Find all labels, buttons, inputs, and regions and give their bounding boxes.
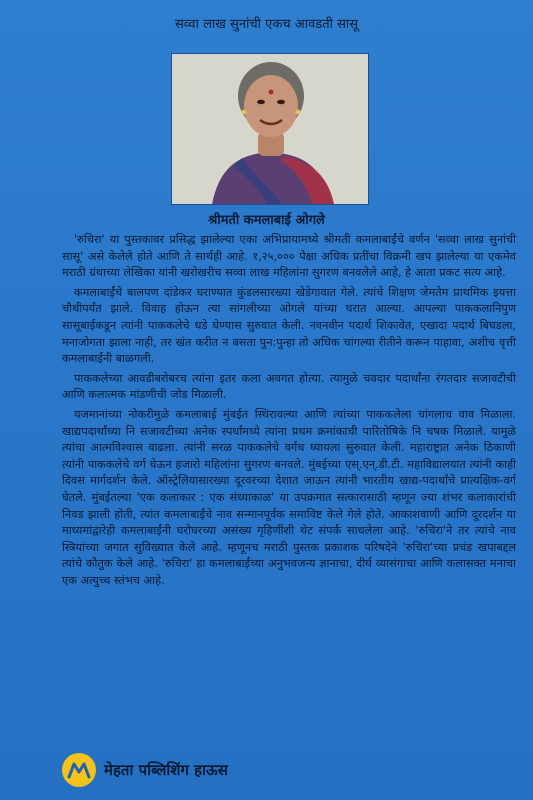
blurb-paragraph: कमलाबाईंचे बालपण दांडेकर घराण्यात कुंडलसारख्या खेडेगावात गेले. त्यांचे शिक्षण जेमतेम प्राथमिक इयत्ता चौथीपर्यंत झाले. विवाह होऊन त्या सांगलीच्या ओगले यांच्या घरात आल्या. आपल्या पाककलानिपुण सासूबाईकडून त्यांनी पाककलेचे धडे घेण्यास सुरुवात केली. नवनवीन पदार्थ शिकावेत, एखादा पदार्थ बिघडला, मनाजोगता झाला नाही, तर खंत करीत न बसता पुन:पुन्हा तो अधिक चांगल्या रीतीने करून पाहावा, अशीच वृत्ती कमलाबाईंनी बाळगली. [62,285,516,366]
publisher-block [62,752,228,788]
publisher-logo-icon [62,753,96,787]
blurb-paragraph: 'रुचिरा' या पुस्तकावर प्रसिद्ध झालेल्या एका अभिप्रायामध्ये श्रीमती कमलाबाईंचे वर्णन 'सव्वा लाख सुनांची सासू' असे केलेले होते आणि ते सार्थही आहे. १,२५,००० पेक्षा अधिक प्रतींचा विक्रमी खप झालेल्या या एकमेव मराठी ग्रंथाच्या लेखिका यांनी खरोखरीच सव्वा लाख महिलांना सुगरण बनवलेले आहे, हे आता प्रकट सत्य आहे. [62,233,516,280]
cover-tagline: सव्वा लाख सुनांची एकच आवडती सासू [174,17,359,32]
author-caption: श्रीमती कमलाबाई ओगले [208,213,325,228]
blurb [62,232,516,592]
publisher-name: मेहता पब्लिशिंग हाऊस [104,761,228,779]
blurb-paragraph: पाककलेच्या आवडीबरोबरच त्यांना इतर कला अवगत होत्या. त्यामुळे चवदार पदार्थांना रंगतदार सजावटीची आणि कलात्मक मांडणीची जोड मिळाली. [62,371,516,402]
blurb-paragraph: यजमानांच्या नोकरीमुळे कमलाबाई मुंबईत स्थिरावल्या आणि त्यांच्या पाककलेला चांगलाच वाव मिळाला. खाद्यपदार्थांच्या नि सजावटीच्या अनेक स्पर्धांमध्ये त्यांना प्रथम क्रमांकाची पारितोषिके नि चषक मिळाले. यामुळे त्यांचा आत्मविश्वास वाढला. त्यांनी सरळ पाककलेचे वर्गच घ्यायला सुरुवात केली. महाराष्ट्रात अनेक ठिकाणी त्यांनी पाककलेचे वर्ग घेऊन हजारो महिलांना सुगरण बनवले. मुंबईच्या एस्.एन्.डी.टी. महाविद्यालयात त्यांनी काही दिवस मार्गदर्शन केले. ऑस्ट्रेलियासारख्या दूरवरच्या देशात जाऊन त्यांनी भारतीय खाद्य-पदार्थांचे प्रात्यक्षिक-वर्ग घेतले. मुंबईतल्या 'एक कलाकार : एक संध्याकाळ' या उपक्रमात सत्कारासाठी म्हणून ज्या शंभर कलाकारांची निवड झाली होती, त्यांत कमलाबाईंचे नाव सन्मानपूर्वक समाविष्ट केले गेले होते. आकाशवाणी आणि दूरदर्शन या माध्यमांद्वारेही कमलाबाईंनी घरोघरच्या असंख्य गृहिणींशी थेट संपर्क साधलेला आहे. 'रुचिरा'ने तर त्यांचे नाव स्त्रियांच्या जगात सुविख्यात केले आहे. म्हणूनच मराठी पुस्तक प्रकाशक परिषदेने 'रुचिरा'च्या प्रचंड खपाबद्दल त्यांचे कौतुक केले आहे. 'रुचिरा' हा कमलाबाईंच्या अनुभवजन्य ज्ञानाचा, दीर्घ व्यासंगाचा आणि कलासक्त मनाचा एक अत्युच्च स्तंभच आहे. [62,407,516,587]
author-photo [171,53,369,205]
